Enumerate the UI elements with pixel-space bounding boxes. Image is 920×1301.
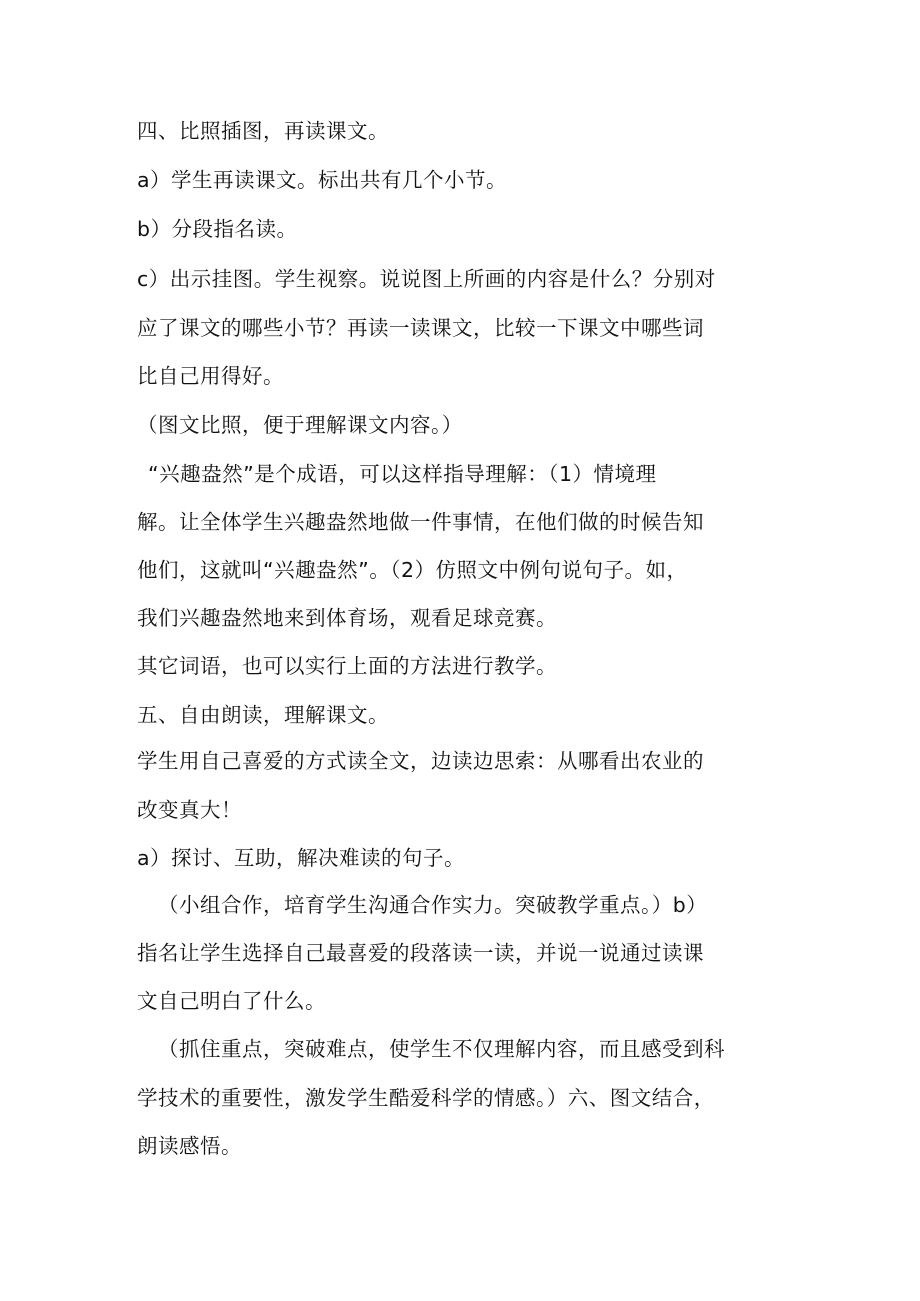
paragraph-line: 他们，这就叫“兴趣盎然”。（2）仿照文中例句说句子。如， [137,558,688,582]
note-line: （图文比照，便于理解课文内容。） [137,413,463,437]
note-line: （小组合作，培育学生沟通合作实力。突破教学重点。）b） [158,893,708,917]
paragraph-line: “兴趣盎然”是个成语，可以这样指导理解：（1）情境理 [148,462,657,486]
paragraph-line: 我们兴趣盎然地来到体育场，观看足球竞赛。 [137,606,557,630]
paragraph-line: 指名让学生选择自己最喜爱的段落读一读，并说一说通过读课 [137,941,704,965]
section-heading-4: 四、比照插图，再读课文。 [137,119,389,143]
paragraph-line: 学生用自己喜爱的方式读全文，边读边思索：从哪看出农业的 [137,749,704,773]
paragraph-line: a）探讨、互助，解决难读的句子。 [137,846,466,870]
paragraph-line: c）出示挂图。学生视察。说说图上所画的内容是什么？分别对 [137,267,716,291]
paragraph-line: 解。让全体学生兴趣盎然地做一件事情，在他们做的时候告知 [137,510,704,534]
note-line: （抓住重点，突破难点，使学生不仅理解内容，而且感受到科 [158,1037,725,1061]
paragraph-line: 改变真大！ [137,798,242,822]
paragraph-line: 应了课文的哪些小节？再读一读课文，比较一下课文中哪些词 [137,316,704,340]
paragraph-line: a）学生再读课文。标出共有几个小节。 [137,168,508,192]
section-heading-6: 朗读感悟。 [137,1134,242,1158]
paragraph-line: b）分段指名读。 [137,217,298,241]
paragraph-line: 其它词语，也可以实行上面的方法进行教学。 [137,654,557,678]
paragraph-line: 文自己明白了什么。 [137,989,326,1013]
paragraph-line: 学技术的重要性，激发学生酷爱科学的情感。）六、图文结合， [137,1086,715,1110]
section-heading-5: 五、自由朗读，理解课文。 [137,703,389,727]
paragraph-line: 比自己用得好。 [137,364,284,388]
